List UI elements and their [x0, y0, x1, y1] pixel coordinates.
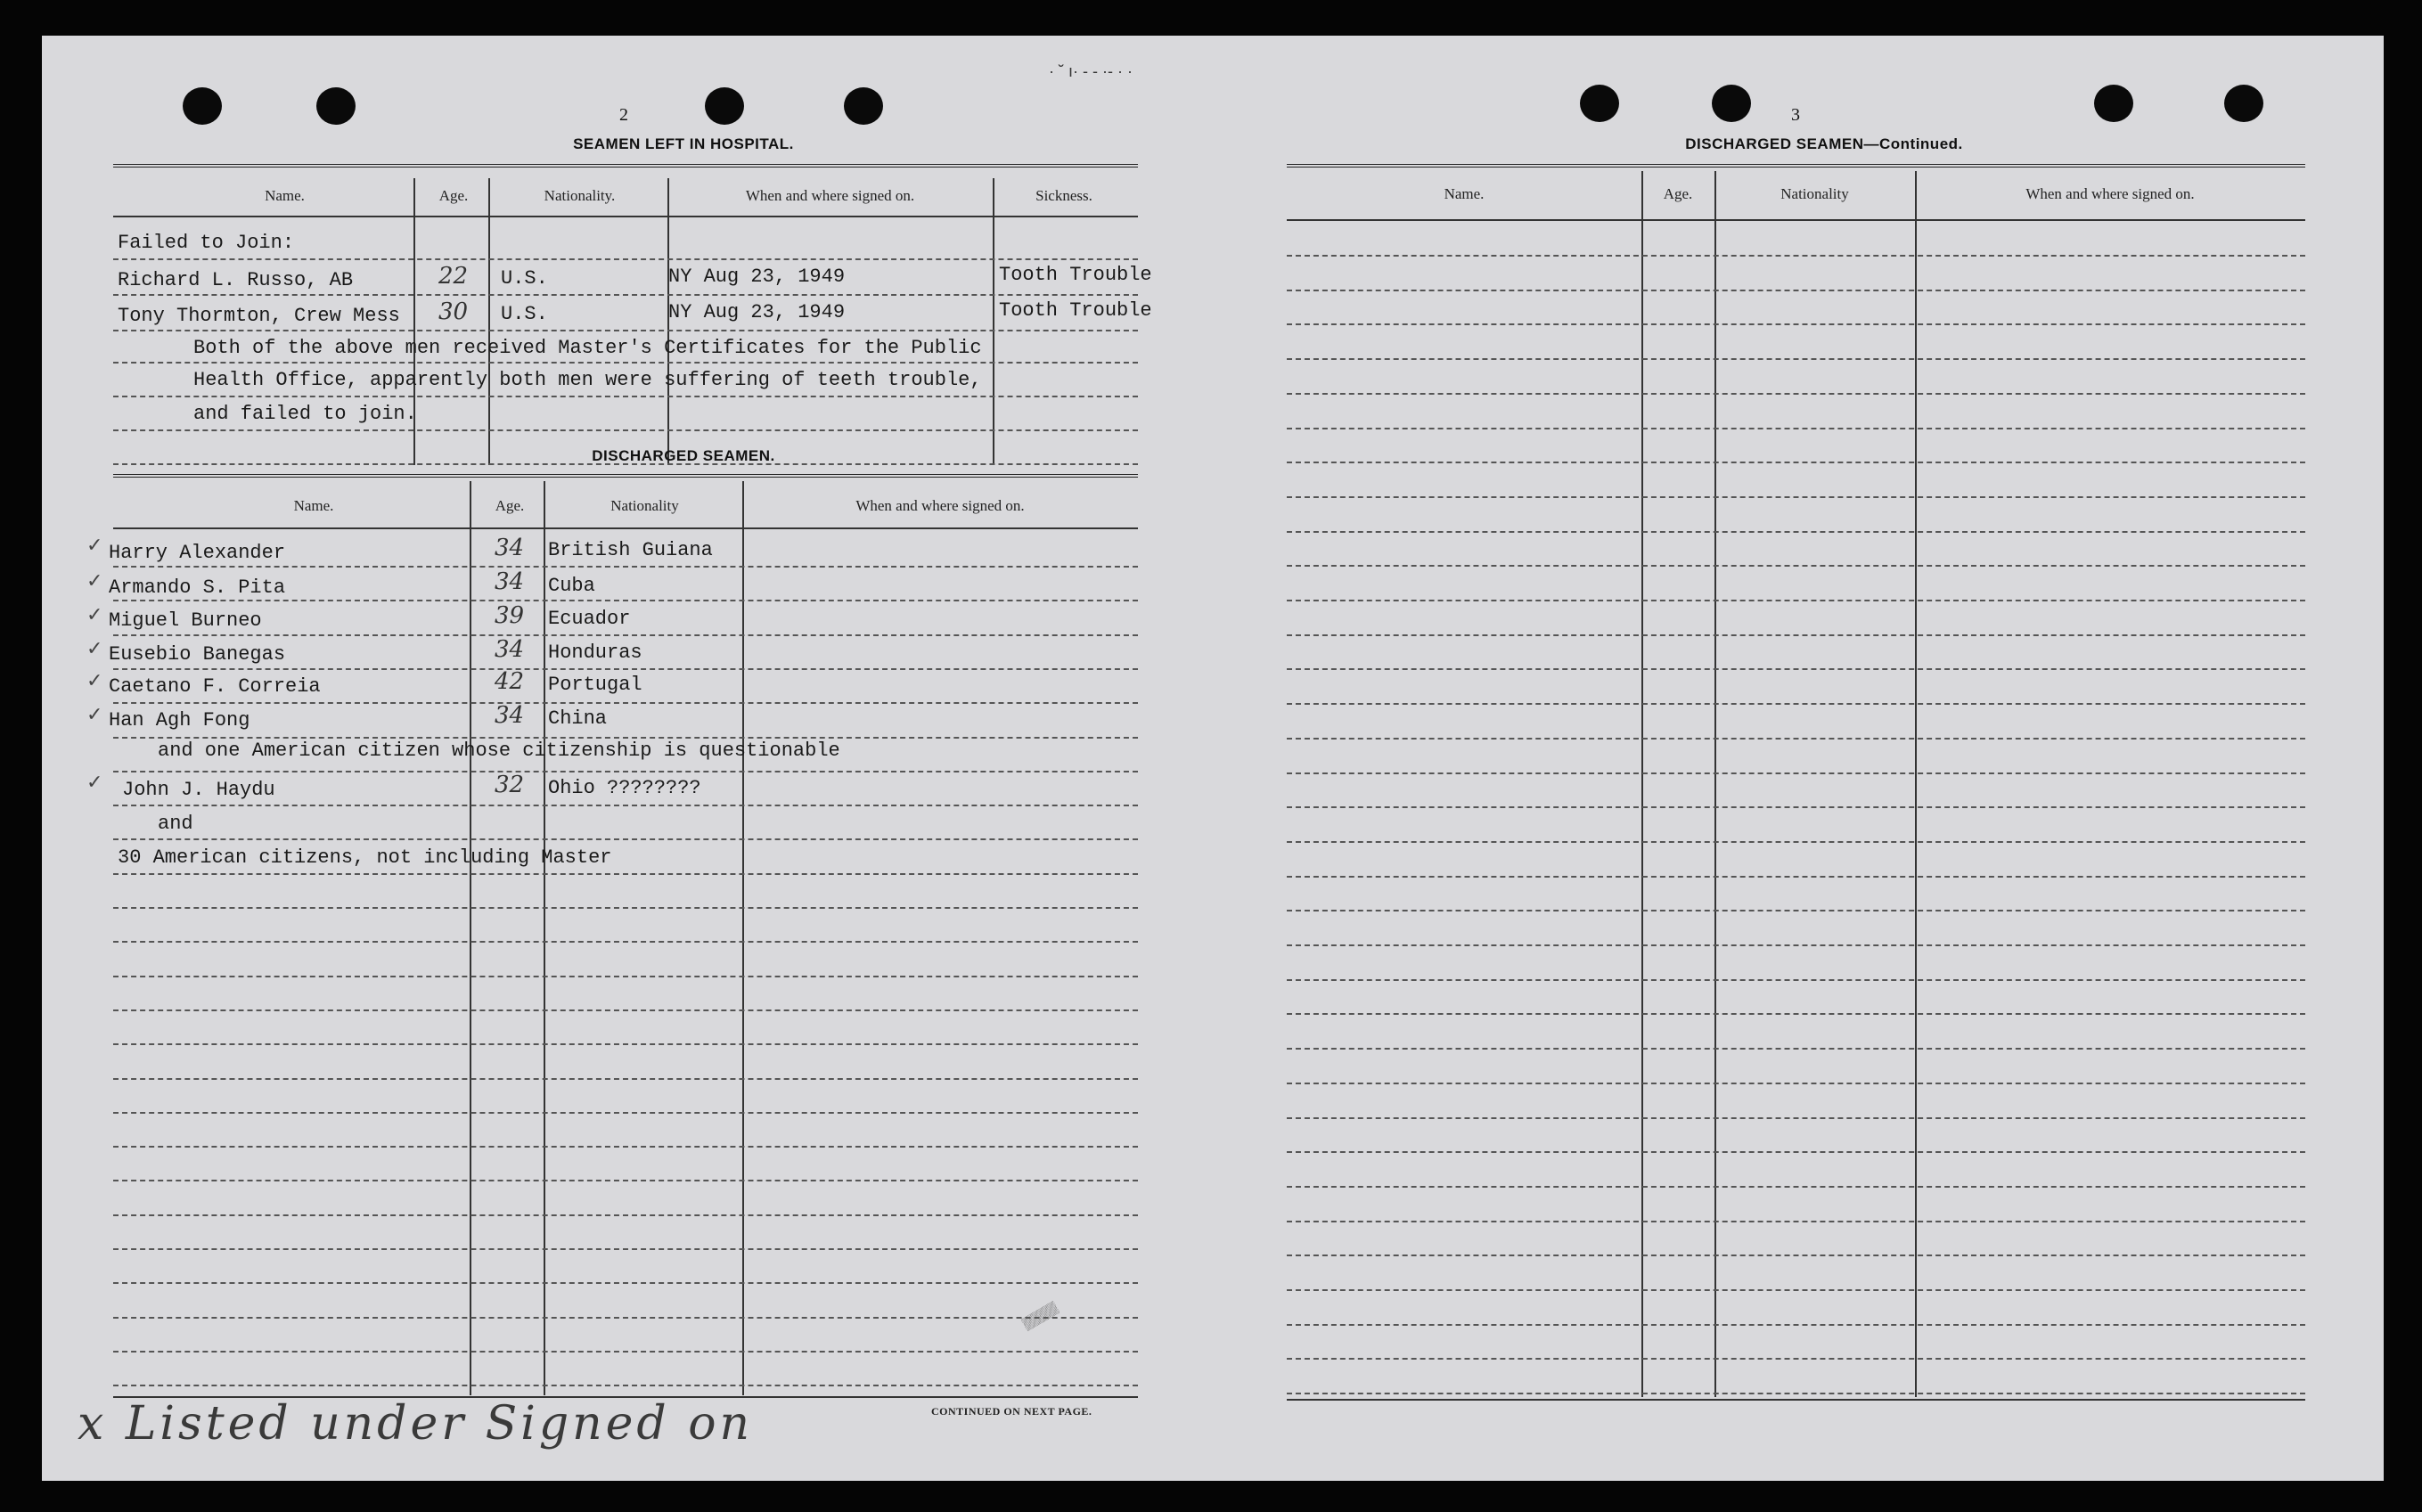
hospital-row-age: 22 [438, 263, 469, 290]
row-line [1287, 876, 2305, 878]
row-line [1287, 358, 2305, 360]
discharged-row-name: Miguel Burneo [109, 609, 262, 632]
table-rule [113, 216, 1138, 217]
row-line [1287, 1117, 2305, 1119]
row-line [1287, 531, 2305, 533]
discharged-row-age: 39 [495, 602, 525, 629]
col-header-signed-on: When and where signed on. [855, 497, 1025, 514]
row-line [113, 907, 1138, 909]
row-line [113, 1146, 1138, 1148]
row-line [113, 1351, 1138, 1353]
row-line [113, 1078, 1138, 1080]
col-divider [470, 481, 471, 1395]
row-line [1287, 1393, 2305, 1394]
row-line [1287, 462, 2305, 463]
discharged-row-age: 32 [495, 772, 525, 798]
col-divider [544, 481, 545, 1395]
and-line: and [158, 813, 193, 835]
row-line [1287, 634, 2305, 636]
row-line [1287, 703, 2305, 705]
discharged-row-age: 34 [495, 535, 525, 561]
discharged-row-age: 34 [495, 702, 525, 729]
col-divider [993, 178, 994, 465]
row-line [1287, 1324, 2305, 1326]
row-line [1287, 428, 2305, 429]
row-line [113, 737, 1138, 739]
row-line [113, 976, 1138, 977]
row-line [1287, 1083, 2305, 1084]
row-line [113, 805, 1138, 806]
discharged-row-nationality: British Guiana [548, 539, 713, 561]
questionable-citizen-note: and one American citizen whose citizenship is questionable [158, 740, 840, 762]
row-line [113, 702, 1138, 704]
punch-hole [1580, 85, 1619, 122]
discharged-row-name: Armando S. Pita [109, 576, 286, 599]
col-header-age: Age. [495, 497, 525, 514]
faint-stamp-mark: ▒▒▒▒▒ [1020, 1301, 1061, 1333]
hospital-row-nationality: U.S. [501, 303, 548, 325]
row-line [113, 258, 1138, 260]
row-line [113, 600, 1138, 601]
row-line [113, 1009, 1138, 1011]
scan-specks: · ˘ ı· - - ·- · · [1049, 62, 1133, 80]
row-line [1287, 1221, 2305, 1222]
row-line [113, 294, 1138, 296]
row-line [113, 429, 1138, 431]
row-line [1287, 806, 2305, 808]
hospital-row-nationality: U.S. [501, 267, 548, 290]
col-header-nationality: Nationality. [544, 187, 616, 204]
col-divider [488, 178, 490, 465]
row-line [1287, 979, 2305, 981]
left-page-number: 2 [619, 105, 628, 125]
row-line [1287, 290, 2305, 291]
row-line [113, 566, 1138, 568]
row-line [113, 1385, 1138, 1386]
row-line [1287, 323, 2305, 325]
row-line [113, 1317, 1138, 1319]
hospital-row-sickness: Tooth Trouble [999, 264, 1152, 286]
check-mark: ✓ [86, 604, 103, 626]
hospital-note-line: Health Office, apparently both men were suffering of teeth trouble, [193, 369, 982, 391]
hospital-row-sickness: Tooth Trouble [999, 299, 1152, 322]
row-line [1287, 944, 2305, 946]
col-divider [742, 481, 744, 1395]
failed-to-join-label: Failed to Join: [118, 232, 295, 254]
row-line [113, 1180, 1138, 1181]
punch-hole [2224, 85, 2263, 122]
row-line [1287, 1358, 2305, 1360]
row-line [113, 1112, 1138, 1114]
row-line [1287, 841, 2305, 843]
row-line [113, 873, 1138, 875]
col-header-name: Name. [293, 497, 334, 514]
punch-hole [183, 87, 222, 125]
row-line [1287, 772, 2305, 774]
american-citizens-line: 30 American citizens, not including Master [118, 846, 612, 869]
col-header-name: Name. [1444, 185, 1485, 202]
row-line [113, 330, 1138, 331]
col-header-signed-on: When and where signed on. [2025, 185, 2195, 202]
row-line [1287, 910, 2305, 911]
discharged-row-age: 34 [495, 568, 525, 595]
check-mark: ✓ [86, 570, 103, 593]
row-line [1287, 1255, 2305, 1256]
hospital-row-name: Tony Thormton, Crew Mess [118, 305, 400, 327]
table-rule [1287, 219, 2305, 221]
discharged-row-age: 42 [495, 668, 525, 695]
col-header-sickness: Sickness. [1035, 187, 1092, 204]
discharged-row-name: Caetano F. Correia [109, 675, 321, 698]
discharged-row-nationality: China [548, 707, 608, 730]
table-rule [113, 527, 1138, 529]
row-line [1287, 1186, 2305, 1188]
row-line [113, 1282, 1138, 1284]
col-divider [1641, 171, 1643, 1397]
discharged-row-nationality: Ohio ???????? [548, 777, 701, 799]
col-divider [1714, 171, 1716, 1397]
row-line [113, 634, 1138, 636]
hospital-row-age: 30 [438, 298, 469, 325]
col-header-age: Age. [438, 187, 469, 204]
check-mark: ✓ [86, 638, 103, 660]
row-line [1287, 1289, 2305, 1291]
discharged-row-nationality: Honduras [548, 642, 642, 664]
row-line [113, 362, 1138, 364]
row-line [1287, 600, 2305, 601]
punch-hole [1712, 85, 1751, 122]
check-mark: ✓ [86, 535, 103, 557]
col-header-nationality: Nationality [1780, 185, 1849, 202]
punch-hole [316, 87, 356, 125]
hospital-section-title: SEAMEN LEFT IN HOSPITAL. [573, 135, 794, 152]
row-line [1287, 393, 2305, 395]
right-page-number: 3 [1791, 105, 1800, 125]
hospital-note-line: and failed to join. [193, 403, 417, 425]
row-line [113, 668, 1138, 670]
check-mark: ✓ [86, 772, 103, 794]
discharged-row-name: Harry Alexander [109, 542, 286, 564]
row-line [1287, 1048, 2305, 1050]
row-line [1287, 668, 2305, 670]
row-line [1287, 738, 2305, 740]
discharged-row-nationality: Ecuador [548, 608, 631, 630]
discharged-row-nationality: Cuba [548, 575, 595, 597]
col-header-age: Age. [1663, 185, 1693, 202]
row-line [113, 838, 1138, 840]
table-rule [1287, 164, 2305, 168]
row-line [1287, 255, 2305, 257]
punch-hole [2094, 85, 2133, 122]
row-line [113, 1214, 1138, 1216]
discharged-row-nationality: Portugal [548, 674, 642, 696]
hospital-row-signed-on: NY Aug 23, 1949 [668, 266, 846, 288]
check-mark: ✓ [86, 704, 103, 726]
row-line [113, 1248, 1138, 1250]
ledger-sheet [42, 36, 2384, 1481]
punch-hole [844, 87, 883, 125]
discharged-row-name: Han Agh Fong [109, 709, 250, 731]
row-line [1287, 565, 2305, 567]
right-page-title: DISCHARGED SEAMEN—Continued. [1685, 135, 1963, 152]
col-header-signed-on: When and where signed on. [745, 187, 915, 204]
discharged-row-age: 34 [495, 636, 525, 663]
punch-hole [705, 87, 744, 125]
row-line [113, 941, 1138, 943]
col-divider [1915, 171, 1917, 1397]
col-header-name: Name. [265, 187, 305, 204]
row-line [113, 771, 1138, 772]
row-line [1287, 1013, 2305, 1015]
check-mark: ✓ [86, 670, 103, 692]
discharged-row-name: John J. Haydu [122, 779, 275, 801]
row-line [113, 396, 1138, 397]
col-header-nationality: Nationality [610, 497, 679, 514]
discharged-row-name: Eusebio Banegas [109, 643, 286, 666]
table-rule [113, 164, 1138, 168]
continued-note: CONTINUED ON NEXT PAGE. [931, 1405, 1092, 1418]
row-line [1287, 1151, 2305, 1153]
table-bottom-rule [1287, 1399, 2305, 1401]
hospital-note-line: Both of the above men received Master's Certificates for the Public [193, 337, 982, 359]
discharged-section-title: DISCHARGED SEAMEN. [592, 447, 775, 464]
hospital-row-name: Richard L. Russo, AB [118, 269, 354, 291]
handwritten-note: x Listed under Signed on [78, 1397, 754, 1451]
row-line [113, 1043, 1138, 1045]
row-line [1287, 496, 2305, 498]
hospital-row-signed-on: NY Aug 23, 1949 [668, 301, 846, 323]
table-rule [113, 474, 1138, 478]
